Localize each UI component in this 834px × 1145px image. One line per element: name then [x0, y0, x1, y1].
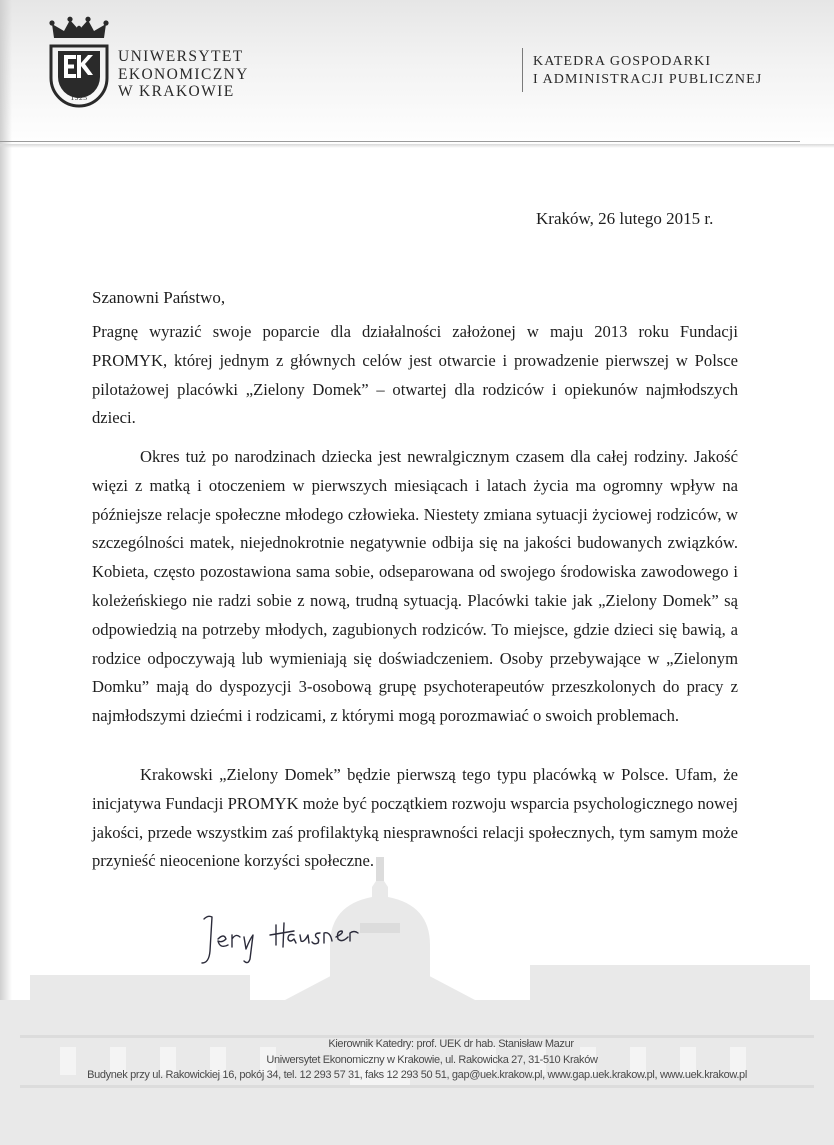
handwritten-signature [190, 905, 400, 975]
crown-icon [49, 17, 108, 38]
letter-paragraph: Okres tuż po narodzinach dziecka jest newralgicznym czasem dla całej rodziny. Jakość więzi z matką i otoczeniem w pierwszych miesiącach i latach życia ma ogromny wpływ na późniejsze relacje społeczne młodego człowieka. Niestety zmiana sytuacji życiowej rodziców, w szczególności matek, niejednokrotnie negatywnie odbija się na jakości budowanych związków. Kobieta, często pozostawiona sama sobie, odseparowana od swojego środowiska zawodowego i koleżeńskiego nie radzi sobie z nową, trudną sytuacją. Placówki takie jak „Zielony Domek” są odpowiedzią na potrzeby młodych, zagubionych rodziców. To miejsce, gdzie dzieci się bawią, a rodzice odpoczywają lub wymieniają się doświadczeniem. Osoby przebywające w „Zielonym Domku” mają do dyspozycji 3-osobową grupę psychoterapeutów przeszkolonych do pracy z najmłodszymi dziećmi i rodzicami, z którymi mogą porozmawiać o swoich problemach. [92, 447, 738, 726]
logo-year: 1925 [70, 93, 88, 102]
building-watermark [0, 835, 834, 1145]
letter-paragraph: Pragnę wyrazić swoje poparcie dla działalności założonej w maju 2013 roku Fundacji PROMYK, której jednym z głównych celów jest otwarcie i prowadzenie pierwszej w Polsce pilotażowej placówki „Zielony Domek” – otwartej dla rodziców i opiekunów najmłodszych dzieci. [92, 322, 738, 428]
department-name [533, 53, 762, 89]
emblem-icon [51, 46, 107, 106]
header-fold-shadow [0, 144, 834, 148]
header-rule [0, 141, 800, 142]
university-name-line: UNIWERSYTET [118, 48, 244, 65]
university-name [118, 48, 249, 101]
department-name-line: I ADMINISTRACJI PUBLICZNEJ [533, 72, 763, 87]
letter-paragraph: Krakowski „Zielony Domek” będzie pierwszą tego typu placówką w Polsce. Ufam, że inicjatywa Fundacji PROMYK może być początkiem rozwoju wsparcia psychologicznego nowej jakości, przede wszystkim zaś profilaktyką niesprawności relacji społecznych, tym samym może przynieść nieocenione korzyści społeczne. [92, 765, 738, 871]
university-logo [48, 16, 110, 108]
letter-date: Kraków, 26 lutego 2015 r. [536, 209, 714, 228]
university-name-line: W KRAKOWIE [118, 83, 235, 100]
header-divider [522, 48, 523, 92]
letter-footer [0, 1037, 834, 1084]
university-name-line: EKONOMICZNY [118, 65, 249, 83]
footer-line: Budynek przy ul. Rakowickiej 16, pokój 34, tel. 12 293 57 31, faks 12 293 50 51, gap@uek.krakow.pl, www.gap.uek.krakow.pl, www.uek.krakow.pl [87, 1069, 747, 1081]
footer-line: Kierownik Katedry: prof. UEK dr hab. Stanisław Mazur [328, 1038, 574, 1050]
footer-line: Uniwersytet Ekonomiczny w Krakowie, ul. Rakowicka 27, 31-510 Kraków [266, 1053, 598, 1066]
letter-greeting: Szanowni Państwo, [92, 288, 226, 307]
department-name-line: KATEDRA GOSPODARKI [533, 54, 712, 69]
